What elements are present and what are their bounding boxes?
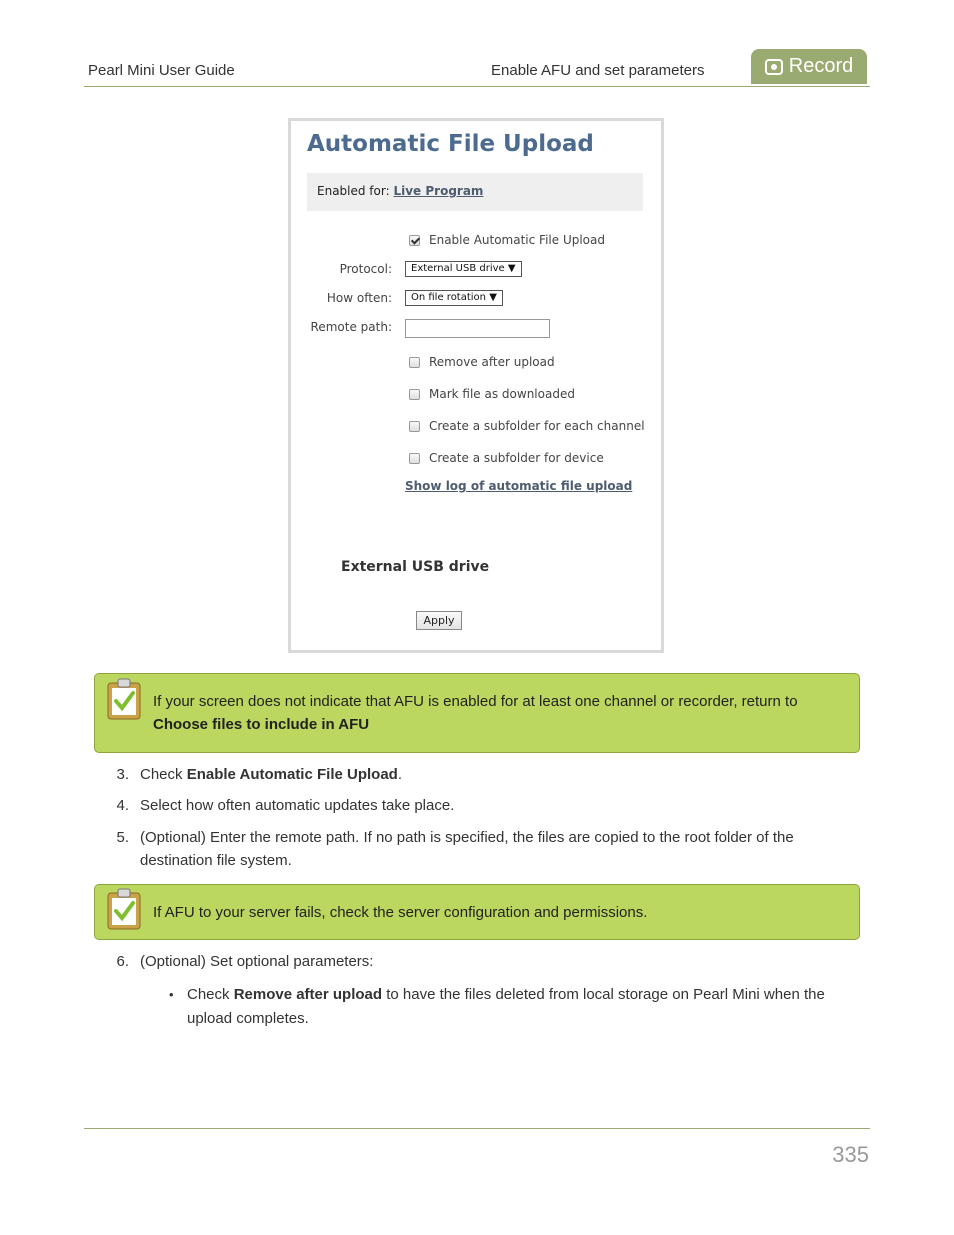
step-number: 5. — [116, 829, 129, 846]
how-often-label: How often: — [326, 291, 392, 305]
record-tab-label: Record — [788, 55, 854, 77]
option-label: Remove after upload — [429, 355, 555, 369]
bullet-dot-icon: • — [169, 987, 174, 1002]
note-text — [153, 690, 841, 736]
bullet-text-prefix: Check — [187, 986, 234, 1003]
enable-afu-label: Enable Automatic File Upload — [429, 233, 605, 247]
note-text-main: If your screen does not indicate that AFU is enabled for at least one channel or recorder, return to — [153, 693, 798, 710]
clipboard-check-icon — [107, 888, 141, 930]
bullet-text-suffix: to have the files deleted from local storage on Pearl Mini when the upload completes. — [187, 986, 825, 1027]
note-text: If AFU to your server fails, check the server configuration and permissions. — [153, 904, 648, 921]
section-title: Enable AFU and set parameters — [491, 62, 705, 79]
subfolder-channel-checkbox[interactable] — [409, 421, 420, 432]
enabled-for-bar — [307, 173, 643, 211]
how-often-select[interactable] — [405, 290, 503, 306]
usb-section-heading: External USB drive — [341, 559, 490, 575]
remove-after-upload-checkbox[interactable] — [409, 357, 420, 368]
mark-downloaded-checkbox[interactable] — [409, 389, 420, 400]
step-number: 6. — [116, 953, 129, 970]
step-number: 3. — [116, 766, 129, 783]
enable-afu-row[interactable] — [409, 233, 605, 247]
option-label: Create a subfolder for device — [429, 451, 604, 465]
how-often-value: On file rotation — [411, 292, 487, 303]
footer-rule — [84, 1128, 870, 1129]
subfolder-device-checkbox[interactable] — [409, 453, 420, 464]
bullet-text-bold: Remove after upload — [233, 986, 383, 1003]
apply-button[interactable]: Apply — [416, 611, 462, 630]
remote-path-label: Remote path: — [310, 320, 392, 334]
guide-title: Pearl Mini User Guide — [88, 62, 235, 79]
option-row[interactable] — [409, 451, 604, 465]
option-row[interactable] — [409, 355, 555, 369]
step-text: (Optional) Enter the remote path. If no path is specified, the files are copied to the root folder of the destination file system. — [140, 829, 794, 869]
option-label: Create a subfolder for each channel — [429, 419, 645, 433]
record-tab[interactable] — [751, 49, 867, 84]
enable-afu-checkbox[interactable] — [409, 235, 420, 246]
option-row[interactable] — [409, 419, 645, 433]
clipboard-check-icon — [107, 678, 141, 720]
note-link-text: Choose files to include in AFU — [153, 716, 370, 733]
afu-screenshot — [288, 118, 664, 653]
protocol-select[interactable] — [405, 261, 522, 277]
record-icon — [765, 59, 783, 75]
step-text: Select how often automatic updates take place. — [140, 797, 455, 814]
live-program-link[interactable]: Live Program — [393, 184, 484, 198]
step-text — [140, 763, 840, 786]
dropdown-arrow-icon: ▼ — [507, 263, 516, 274]
step-number: 4. — [116, 797, 129, 814]
dropdown-arrow-icon: ▼ — [489, 292, 497, 303]
afu-title: Automatic File Upload — [307, 131, 594, 157]
remote-path-input[interactable] — [405, 319, 550, 338]
step-text-suffix: . — [397, 766, 402, 783]
page-number: 335 — [832, 1142, 869, 1167]
show-log-link[interactable]: Show log of automatic file upload — [405, 479, 633, 493]
step-text: (Optional) Set optional parameters: — [140, 953, 374, 970]
bullet-text — [187, 983, 847, 1031]
option-label: Mark file as downloaded — [429, 387, 575, 401]
enabled-for-label: Enabled for: — [317, 184, 390, 198]
note-box — [94, 673, 860, 753]
step-text-prefix: Check — [140, 766, 187, 783]
protocol-value: External USB drive — [411, 263, 505, 274]
header-rule — [84, 86, 870, 87]
step-text-bold: Enable Automatic File Upload — [186, 766, 398, 783]
protocol-label: Protocol: — [339, 262, 392, 276]
option-row[interactable] — [409, 387, 575, 401]
note-box — [94, 884, 860, 940]
